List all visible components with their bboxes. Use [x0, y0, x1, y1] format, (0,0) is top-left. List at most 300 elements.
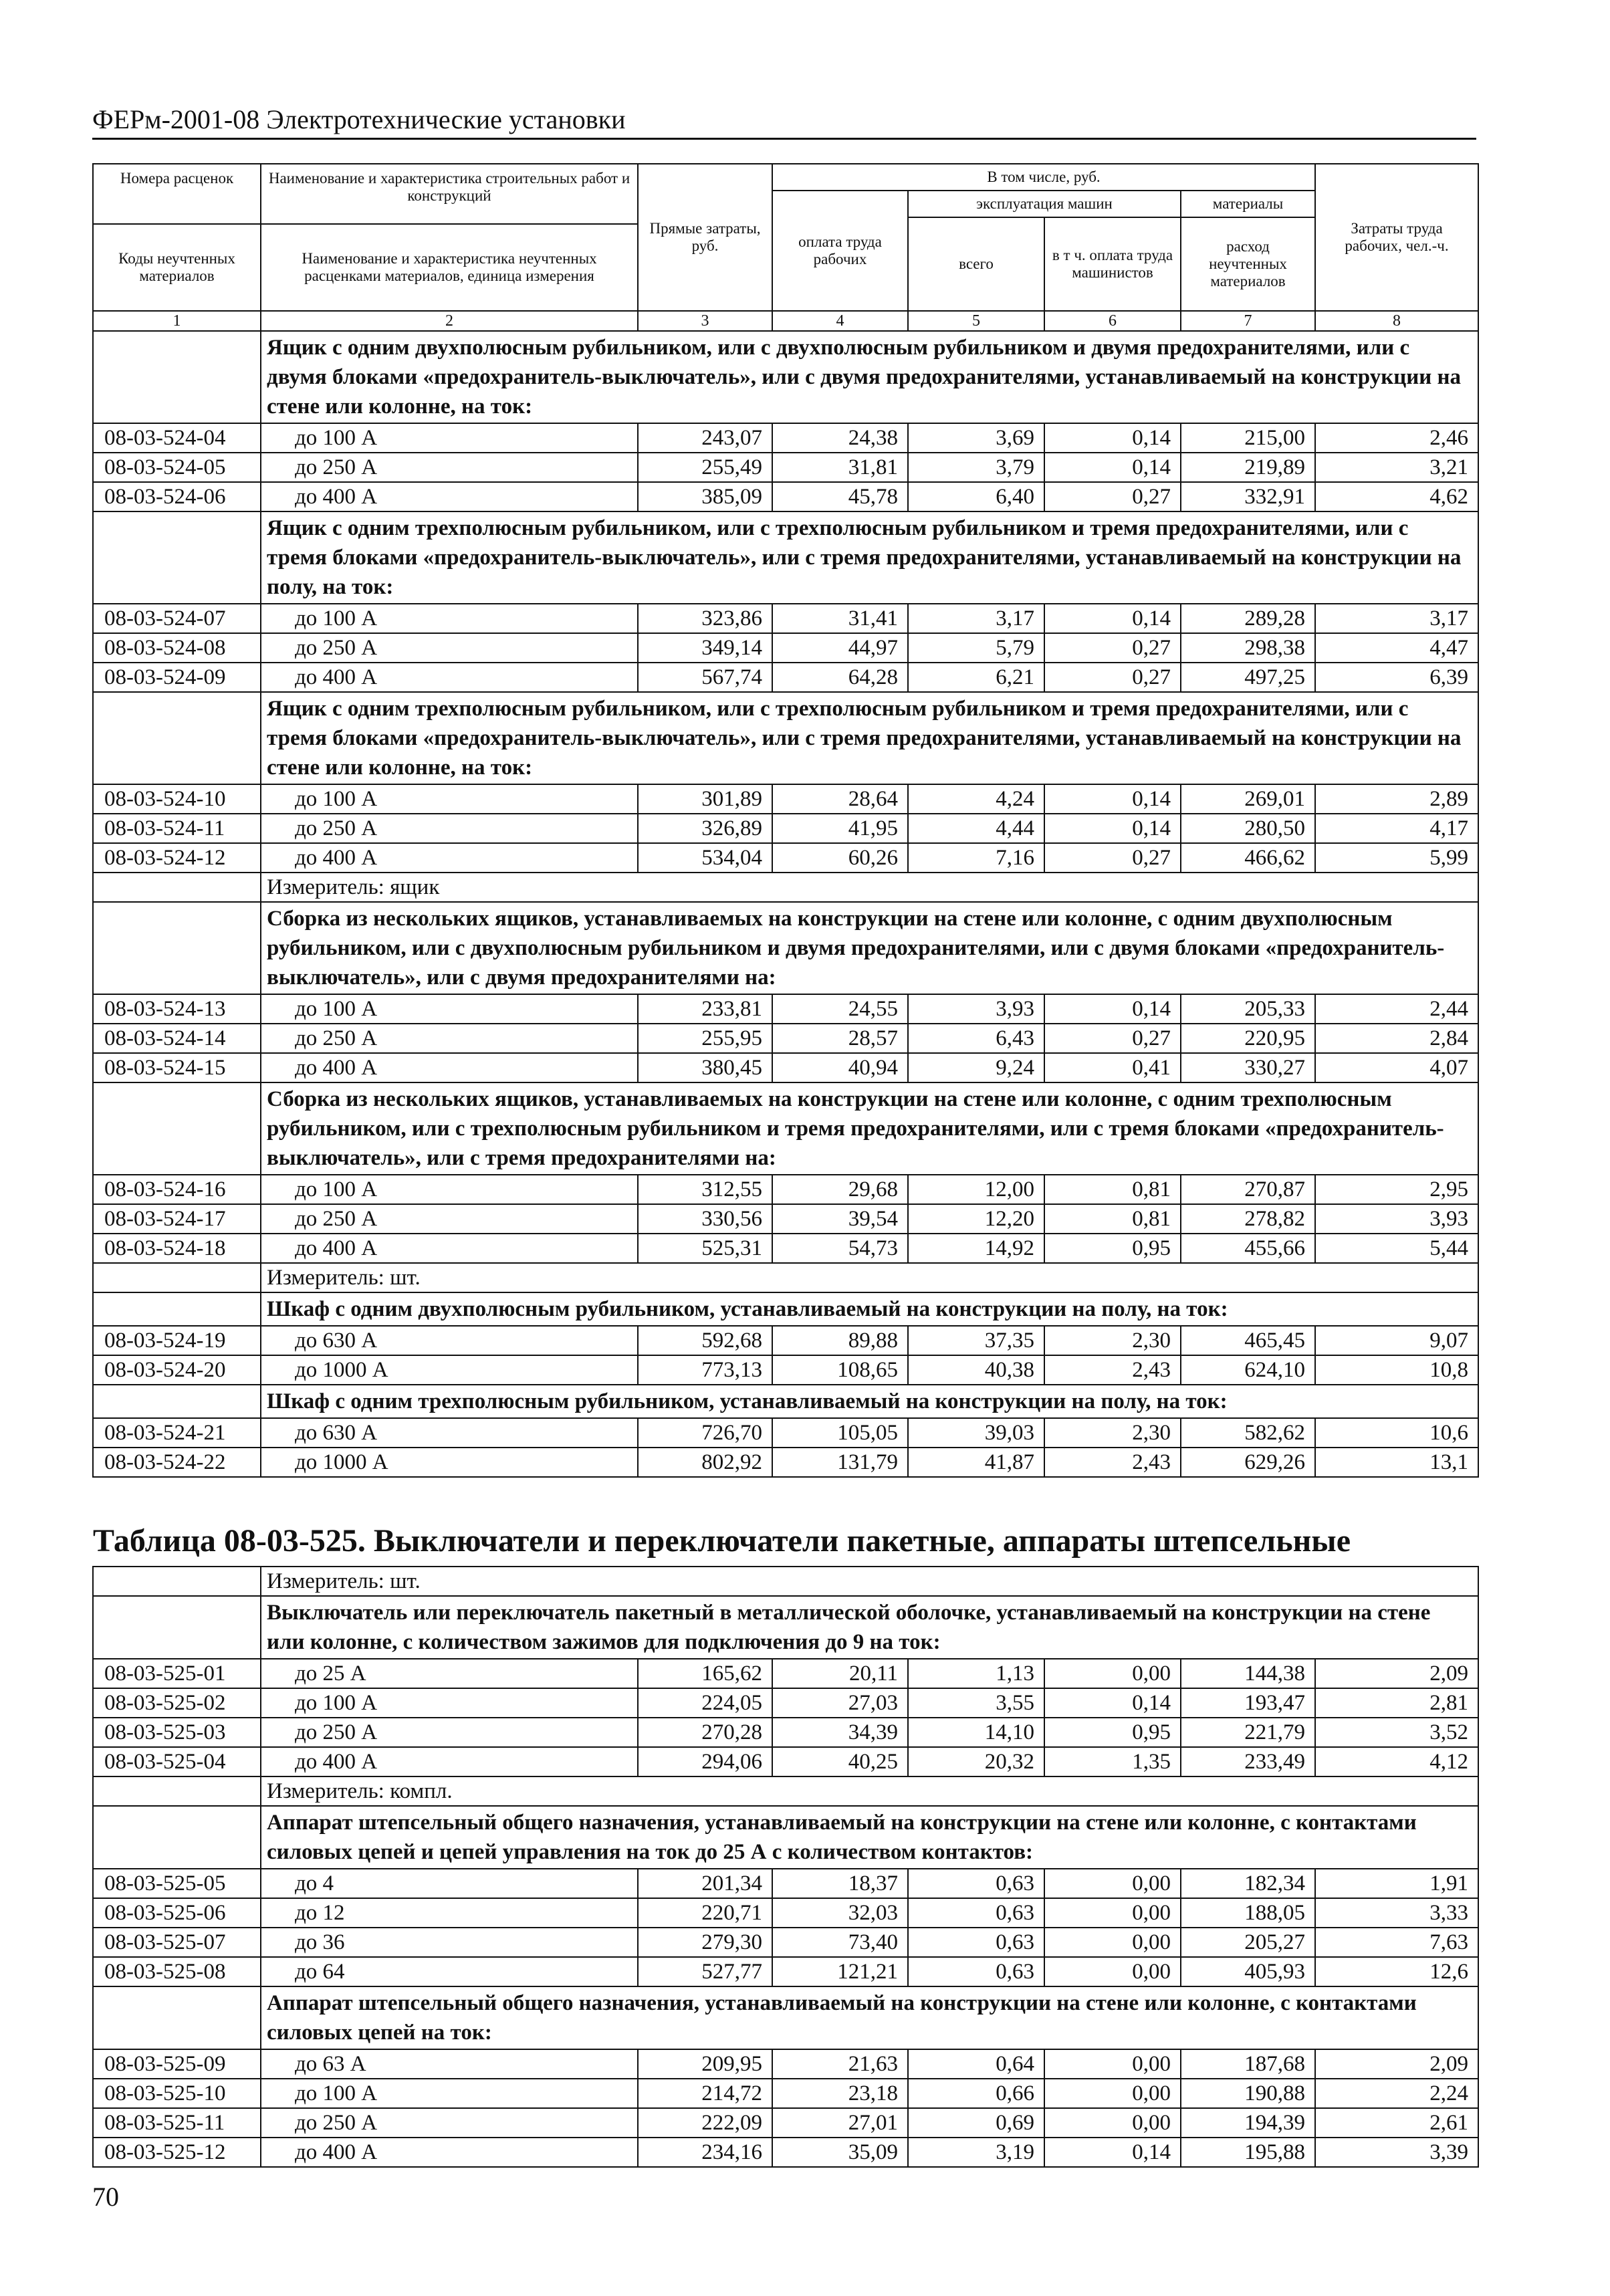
machine-total: 4,24 — [908, 784, 1044, 814]
empty-cell — [93, 1082, 261, 1175]
labor-pay: 35,09 — [772, 2138, 908, 2167]
machine-total: 14,10 — [908, 1718, 1044, 1747]
machinist-pay: 0,14 — [1044, 453, 1181, 482]
empty-cell — [93, 1596, 261, 1659]
col-header-3: Прямые затраты, руб. — [638, 164, 772, 311]
table-row — [93, 633, 1478, 663]
col-header-machines: эксплуатация машин — [908, 191, 1181, 217]
table-row — [93, 1024, 1478, 1053]
col-header-incl: В том числе, руб. — [772, 164, 1315, 191]
rate-code: 08-03-525-04 — [93, 1747, 261, 1776]
machine-total: 12,00 — [908, 1175, 1044, 1204]
machinist-pay: 0,95 — [1044, 1718, 1181, 1747]
table-row — [93, 604, 1478, 633]
labor-pay: 21,63 — [772, 2049, 908, 2079]
machine-total: 9,24 — [908, 1053, 1044, 1082]
section-row — [93, 902, 1478, 994]
materials-cost: 233,49 — [1181, 1747, 1315, 1776]
machinist-pay: 0,14 — [1044, 814, 1181, 843]
materials-cost: 298,38 — [1181, 633, 1315, 663]
table-row — [93, 1234, 1478, 1263]
materials-cost: 332,91 — [1181, 482, 1315, 511]
empty-cell — [93, 1567, 261, 1596]
direct-cost: 234,16 — [638, 2138, 772, 2167]
rate-code: 08-03-524-07 — [93, 604, 261, 633]
machinist-pay: 0,14 — [1044, 994, 1181, 1024]
rate-name: до 1000 А — [261, 1355, 638, 1385]
labor-pay: 60,26 — [772, 843, 908, 873]
rate-name: до 400 А — [261, 843, 638, 873]
machinist-pay: 0,00 — [1044, 1928, 1181, 1957]
materials-cost: 205,33 — [1181, 994, 1315, 1024]
machinist-pay: 0,00 — [1044, 2049, 1181, 2079]
labor-hours: 3,52 — [1315, 1718, 1478, 1747]
col-header-6: в т ч. оплата труда машинистов — [1044, 217, 1181, 311]
table-row — [93, 1204, 1478, 1234]
empty-cell — [93, 511, 261, 604]
rate-code: 08-03-524-11 — [93, 814, 261, 843]
labor-hours: 2,46 — [1315, 423, 1478, 453]
labor-hours: 2,84 — [1315, 1024, 1478, 1053]
materials-cost: 466,62 — [1181, 843, 1315, 873]
table-row — [93, 784, 1478, 814]
labor-hours: 2,09 — [1315, 2049, 1478, 2079]
table-row — [93, 1688, 1478, 1718]
materials-cost: 205,27 — [1181, 1928, 1315, 1957]
machine-total: 4,44 — [908, 814, 1044, 843]
table-row — [93, 994, 1478, 1024]
table-row — [93, 1957, 1478, 1986]
empty-cell — [93, 1292, 261, 1326]
machine-total: 20,32 — [908, 1747, 1044, 1776]
labor-pay: 18,37 — [772, 1869, 908, 1898]
direct-cost: 301,89 — [638, 784, 772, 814]
measure-row — [93, 1567, 1478, 1596]
table-row — [93, 1869, 1478, 1898]
rate-name: до 250 А — [261, 1024, 638, 1053]
rate-code: 08-03-525-10 — [93, 2079, 261, 2108]
materials-cost: 194,39 — [1181, 2108, 1315, 2138]
labor-hours: 4,07 — [1315, 1053, 1478, 1082]
machinist-pay: 0,27 — [1044, 663, 1181, 692]
table-row — [93, 1747, 1478, 1776]
labor-pay: 131,79 — [772, 1448, 908, 1477]
page-header — [92, 104, 1476, 140]
rate-name: до 100 А — [261, 604, 638, 633]
labor-pay: 34,39 — [772, 1718, 908, 1747]
direct-cost: 534,04 — [638, 843, 772, 873]
machine-total: 3,19 — [908, 2138, 1044, 2167]
section-heading: Ящик с одним двухполюсным рубильником, или с двухполюсным рубильником и двумя предохранителями, или с двумя блоками «предохранитель-выключатель», или с двумя предохранителями, устанавливаемый на конструкции на стене или колонне, на ток: — [261, 331, 1478, 423]
labor-hours: 1,91 — [1315, 1869, 1478, 1898]
rate-code: 08-03-525-12 — [93, 2138, 261, 2167]
col-num: 7 — [1181, 311, 1315, 331]
machine-total: 41,87 — [908, 1448, 1044, 1477]
table-row — [93, 453, 1478, 482]
materials-cost: 195,88 — [1181, 2138, 1315, 2167]
direct-cost: 270,28 — [638, 1718, 772, 1747]
machine-total: 0,63 — [908, 1869, 1044, 1898]
direct-cost: 279,30 — [638, 1928, 772, 1957]
materials-cost: 190,88 — [1181, 2079, 1315, 2108]
table-row — [93, 423, 1478, 453]
machine-total: 0,63 — [908, 1957, 1044, 1986]
labor-pay: 27,01 — [772, 2108, 908, 2138]
col-header-8: Затраты труда рабочих, чел.-ч. — [1315, 164, 1478, 311]
machine-total: 3,55 — [908, 1688, 1044, 1718]
labor-hours: 6,39 — [1315, 663, 1478, 692]
labor-pay: 73,40 — [772, 1928, 908, 1957]
rate-name: до 400 А — [261, 663, 638, 692]
rate-code: 08-03-524-19 — [93, 1326, 261, 1355]
labor-hours: 7,63 — [1315, 1928, 1478, 1957]
machine-total: 3,93 — [908, 994, 1044, 1024]
section-row — [93, 1292, 1478, 1326]
labor-hours: 10,6 — [1315, 1418, 1478, 1448]
machine-total: 0,63 — [908, 1928, 1044, 1957]
rate-name: до 250 А — [261, 1204, 638, 1234]
labor-pay: 24,55 — [772, 994, 908, 1024]
labor-pay: 105,05 — [772, 1418, 908, 1448]
rate-code: 08-03-525-07 — [93, 1928, 261, 1957]
rates-table — [92, 163, 1479, 2168]
machine-total: 6,40 — [908, 482, 1044, 511]
machinist-pay: 0,14 — [1044, 604, 1181, 633]
rate-name: до 250 А — [261, 2108, 638, 2138]
rate-code: 08-03-524-18 — [93, 1234, 261, 1263]
section-row — [93, 511, 1478, 604]
rate-name: до 250 А — [261, 814, 638, 843]
materials-cost: 405,93 — [1181, 1957, 1315, 1986]
materials-cost: 219,89 — [1181, 453, 1315, 482]
rate-name: до 100 А — [261, 1175, 638, 1204]
section-row — [93, 692, 1478, 784]
machinist-pay: 0,27 — [1044, 1024, 1181, 1053]
rate-name: до 64 — [261, 1957, 638, 1986]
rate-code: 08-03-524-17 — [93, 1204, 261, 1234]
materials-cost: 289,28 — [1181, 604, 1315, 633]
table-row — [93, 2138, 1478, 2167]
labor-hours: 2,09 — [1315, 1659, 1478, 1688]
rate-name: до 400 А — [261, 1747, 638, 1776]
machine-total: 3,69 — [908, 423, 1044, 453]
direct-cost: 525,31 — [638, 1234, 772, 1263]
rate-name: до 100 А — [261, 423, 638, 453]
labor-hours: 4,62 — [1315, 482, 1478, 511]
direct-cost: 567,74 — [638, 663, 772, 692]
direct-cost: 233,81 — [638, 994, 772, 1024]
rate-code: 08-03-524-16 — [93, 1175, 261, 1204]
labor-pay: 20,11 — [772, 1659, 908, 1688]
machinist-pay: 0,27 — [1044, 843, 1181, 873]
rate-name: до 1000 А — [261, 1448, 638, 1477]
rate-name: до 250 А — [261, 453, 638, 482]
labor-hours: 2,95 — [1315, 1175, 1478, 1204]
rate-name: до 100 А — [261, 1688, 638, 1718]
section-heading: Аппарат штепсельный общего назначения, устанавливаемый на конструкции на стене или колонне, с контактами силовых цепей и цепей управления на ток до 25 А с количеством контактов: — [261, 1806, 1478, 1869]
labor-hours: 13,1 — [1315, 1448, 1478, 1477]
table-row — [93, 843, 1478, 873]
materials-cost: 220,95 — [1181, 1024, 1315, 1053]
labor-hours: 5,44 — [1315, 1234, 1478, 1263]
machinist-pay: 0,00 — [1044, 1869, 1181, 1898]
rate-name: до 63 А — [261, 2049, 638, 2079]
col-num: 2 — [261, 311, 638, 331]
measure-row — [93, 1776, 1478, 1806]
machine-total: 0,63 — [908, 1898, 1044, 1928]
machinist-pay: 0,27 — [1044, 633, 1181, 663]
col-header-2b: Наименование и характеристика неучтенных расценками материалов, единица измерения — [261, 224, 638, 311]
labor-hours: 5,99 — [1315, 843, 1478, 873]
direct-cost: 255,95 — [638, 1024, 772, 1053]
rate-code: 08-03-525-09 — [93, 2049, 261, 2079]
machinist-pay: 2,43 — [1044, 1448, 1181, 1477]
machinist-pay: 0,81 — [1044, 1204, 1181, 1234]
machine-total: 37,35 — [908, 1326, 1044, 1355]
labor-pay: 39,54 — [772, 1204, 908, 1234]
labor-pay: 108,65 — [772, 1355, 908, 1385]
machinist-pay: 0,00 — [1044, 1898, 1181, 1928]
labor-hours: 4,12 — [1315, 1747, 1478, 1776]
rate-name: до 4 — [261, 1869, 638, 1898]
labor-pay: 31,41 — [772, 604, 908, 633]
table-row — [93, 1355, 1478, 1385]
section-heading: Сборка из нескольких ящиков, устанавливаемых на конструкции на стене или колонне, с одним трехполюсным рубильником, или с трехполюсным рубильником и тремя предохранителями, или с тремя блоками «предохранитель-выключатель», или с тремя предохранителями на: — [261, 1082, 1478, 1175]
machine-total: 0,64 — [908, 2049, 1044, 2079]
materials-cost: 270,87 — [1181, 1175, 1315, 1204]
machinist-pay: 0,14 — [1044, 2138, 1181, 2167]
rate-name: до 100 А — [261, 994, 638, 1024]
rate-code: 08-03-525-03 — [93, 1718, 261, 1747]
page-number: 70 — [92, 2182, 119, 2212]
materials-cost: 215,00 — [1181, 423, 1315, 453]
rate-code: 08-03-525-01 — [93, 1659, 261, 1688]
rate-name: до 100 А — [261, 784, 638, 814]
materials-cost: 144,38 — [1181, 1659, 1315, 1688]
direct-cost: 224,05 — [638, 1688, 772, 1718]
empty-cell — [93, 1263, 261, 1292]
direct-cost: 312,55 — [638, 1175, 772, 1204]
rate-code: 08-03-524-22 — [93, 1448, 261, 1477]
rate-name: до 25 А — [261, 1659, 638, 1688]
table-row — [93, 2079, 1478, 2108]
rate-name: до 36 — [261, 1928, 638, 1957]
table-row — [93, 1053, 1478, 1082]
labor-hours: 3,21 — [1315, 453, 1478, 482]
measure-label: Измеритель: шт. — [261, 1263, 1478, 1292]
labor-pay: 23,18 — [772, 2079, 908, 2108]
table-row — [93, 1326, 1478, 1355]
header-row-1 — [93, 164, 1478, 191]
col-header-5: всего — [908, 217, 1044, 311]
materials-cost: 497,25 — [1181, 663, 1315, 692]
col-header-7: расход неучтенных материалов — [1181, 217, 1315, 311]
direct-cost: 349,14 — [638, 633, 772, 663]
spacer-row — [93, 1477, 1478, 1520]
rate-code: 08-03-524-21 — [93, 1418, 261, 1448]
machine-total: 0,66 — [908, 2079, 1044, 2108]
col-num: 5 — [908, 311, 1044, 331]
rate-code: 08-03-524-12 — [93, 843, 261, 873]
labor-pay: 44,97 — [772, 633, 908, 663]
table-title: Таблица 08-03-525. Выключатели и переключатели пакетные, аппараты штепсельные — [93, 1520, 1478, 1567]
materials-cost: 330,27 — [1181, 1053, 1315, 1082]
direct-cost: 773,13 — [638, 1355, 772, 1385]
machine-total: 5,79 — [908, 633, 1044, 663]
labor-hours: 2,81 — [1315, 1688, 1478, 1718]
labor-pay: 54,73 — [772, 1234, 908, 1263]
rate-code: 08-03-524-06 — [93, 482, 261, 511]
direct-cost: 326,89 — [638, 814, 772, 843]
section-row — [93, 1082, 1478, 1175]
machine-total: 3,79 — [908, 453, 1044, 482]
empty-cell — [93, 1385, 261, 1418]
table-row — [93, 1659, 1478, 1688]
materials-cost: 269,01 — [1181, 784, 1315, 814]
measure-label: Измеритель: ящик — [261, 873, 1478, 902]
empty-cell — [93, 1776, 261, 1806]
section-heading: Ящик с одним трехполюсным рубильником, или с трехполюсным рубильником и тремя предохранителями, или с тремя блоками «предохранитель-выключатель», или с тремя предохранителями, устанавливаемый на конструкции на полу, на ток: — [261, 511, 1478, 604]
empty-cell — [93, 692, 261, 784]
machine-total: 0,69 — [908, 2108, 1044, 2138]
labor-pay: 29,68 — [772, 1175, 908, 1204]
materials-cost: 280,50 — [1181, 814, 1315, 843]
direct-cost: 201,34 — [638, 1869, 772, 1898]
labor-pay: 64,28 — [772, 663, 908, 692]
labor-hours: 12,6 — [1315, 1957, 1478, 1986]
header-title: ФЕРм-2001-08 Электротехнические установки — [92, 104, 626, 134]
section-heading: Ящик с одним трехполюсным рубильником, или с трехполюсным рубильником и тремя предохранителями, или с тремя блоками «предохранитель-выключатель», или с тремя предохранителями, устанавливаемый на конструкции на стене или колонне, на ток: — [261, 692, 1478, 784]
empty-cell — [93, 331, 261, 423]
rate-name: до 100 А — [261, 2079, 638, 2108]
table-row — [93, 663, 1478, 692]
rate-code: 08-03-525-08 — [93, 1957, 261, 1986]
machine-total: 12,20 — [908, 1204, 1044, 1234]
col-num: 4 — [772, 311, 908, 331]
machinist-pay: 0,00 — [1044, 1659, 1181, 1688]
machinist-pay: 2,30 — [1044, 1326, 1181, 1355]
labor-hours: 3,17 — [1315, 604, 1478, 633]
rate-name: до 400 А — [261, 482, 638, 511]
rate-code: 08-03-524-20 — [93, 1355, 261, 1385]
labor-hours: 2,61 — [1315, 2108, 1478, 2138]
labor-pay: 31,81 — [772, 453, 908, 482]
rate-code: 08-03-524-15 — [93, 1053, 261, 1082]
materials-cost: 629,26 — [1181, 1448, 1315, 1477]
labor-hours: 4,47 — [1315, 633, 1478, 663]
section-heading: Шкаф с одним двухполюсным рубильником, устанавливаемый на конструкции на полу, на ток: — [261, 1292, 1478, 1326]
measure-row — [93, 873, 1478, 902]
rate-name: до 12 — [261, 1898, 638, 1928]
rate-code: 08-03-524-14 — [93, 1024, 261, 1053]
direct-cost: 380,45 — [638, 1053, 772, 1082]
labor-pay: 27,03 — [772, 1688, 908, 1718]
col-num: 6 — [1044, 311, 1181, 331]
materials-cost: 624,10 — [1181, 1355, 1315, 1385]
rate-name: до 400 А — [261, 2138, 638, 2167]
col-header-2a: Наименование и характеристика строительных работ и конструкций — [261, 164, 638, 224]
measure-label: Измеритель: компл. — [261, 1776, 1478, 1806]
col-num: 1 — [93, 311, 261, 331]
section-heading: Сборка из нескольких ящиков, устанавливаемых на конструкции на стене или колонне, с одним двухполюсным рубильником, или с двухполюсным рубильником и двумя предохранителями, или с двумя блоками «предохранитель-выключатель», или с двумя предохранителями на: — [261, 902, 1478, 994]
materials-cost: 455,66 — [1181, 1234, 1315, 1263]
table-row — [93, 1418, 1478, 1448]
direct-cost: 323,86 — [638, 604, 772, 633]
labor-hours: 2,44 — [1315, 994, 1478, 1024]
table-row — [93, 1448, 1478, 1477]
col-num: 8 — [1315, 311, 1478, 331]
materials-cost: 182,34 — [1181, 1869, 1315, 1898]
table-row — [93, 2108, 1478, 2138]
direct-cost: 255,49 — [638, 453, 772, 482]
col-num: 3 — [638, 311, 772, 331]
table-row — [93, 1898, 1478, 1928]
rate-name: до 250 А — [261, 1718, 638, 1747]
machinist-pay: 0,00 — [1044, 2108, 1181, 2138]
labor-pay: 40,25 — [772, 1747, 908, 1776]
materials-cost: 188,05 — [1181, 1898, 1315, 1928]
materials-cost: 465,45 — [1181, 1326, 1315, 1355]
direct-cost: 592,68 — [638, 1326, 772, 1355]
machine-total: 7,16 — [908, 843, 1044, 873]
direct-cost: 330,56 — [638, 1204, 772, 1234]
labor-pay: 28,64 — [772, 784, 908, 814]
machine-total: 14,92 — [908, 1234, 1044, 1263]
section-row — [93, 331, 1478, 423]
rate-code: 08-03-524-10 — [93, 784, 261, 814]
empty-cell — [93, 1986, 261, 2049]
labor-pay: 89,88 — [772, 1326, 908, 1355]
labor-pay: 45,78 — [772, 482, 908, 511]
rate-code: 08-03-524-08 — [93, 633, 261, 663]
materials-cost: 193,47 — [1181, 1688, 1315, 1718]
labor-pay: 41,95 — [772, 814, 908, 843]
direct-cost: 165,62 — [638, 1659, 772, 1688]
machinist-pay: 2,43 — [1044, 1355, 1181, 1385]
machine-total: 1,13 — [908, 1659, 1044, 1688]
labor-hours: 2,89 — [1315, 784, 1478, 814]
rate-name: до 400 А — [261, 1053, 638, 1082]
machinist-pay: 0,41 — [1044, 1053, 1181, 1082]
rate-code: 08-03-524-13 — [93, 994, 261, 1024]
col-header-1b: Коды неучтенных материалов — [93, 224, 261, 311]
rate-code: 08-03-525-06 — [93, 1898, 261, 1928]
materials-cost: 187,68 — [1181, 2049, 1315, 2079]
rate-code: 08-03-524-04 — [93, 423, 261, 453]
rate-code: 08-03-525-02 — [93, 1688, 261, 1718]
section-row — [93, 1806, 1478, 1869]
machine-total: 6,21 — [908, 663, 1044, 692]
rate-code: 08-03-524-05 — [93, 453, 261, 482]
labor-pay: 28,57 — [772, 1024, 908, 1053]
rate-name: до 250 А — [261, 633, 638, 663]
spacer-cell — [93, 1477, 1478, 1520]
machinist-pay: 0,14 — [1044, 784, 1181, 814]
measure-label: Измеритель: шт. — [261, 1567, 1478, 1596]
table-row — [93, 482, 1478, 511]
labor-hours: 3,33 — [1315, 1898, 1478, 1928]
labor-hours: 2,24 — [1315, 2079, 1478, 2108]
direct-cost: 222,09 — [638, 2108, 772, 2138]
rate-name: до 630 А — [261, 1326, 638, 1355]
direct-cost: 527,77 — [638, 1957, 772, 1986]
machinist-pay: 0,00 — [1044, 2079, 1181, 2108]
machinist-pay: 1,35 — [1044, 1747, 1181, 1776]
direct-cost: 802,92 — [638, 1448, 772, 1477]
direct-cost: 209,95 — [638, 2049, 772, 2079]
empty-cell — [93, 873, 261, 902]
labor-pay: 24,38 — [772, 423, 908, 453]
